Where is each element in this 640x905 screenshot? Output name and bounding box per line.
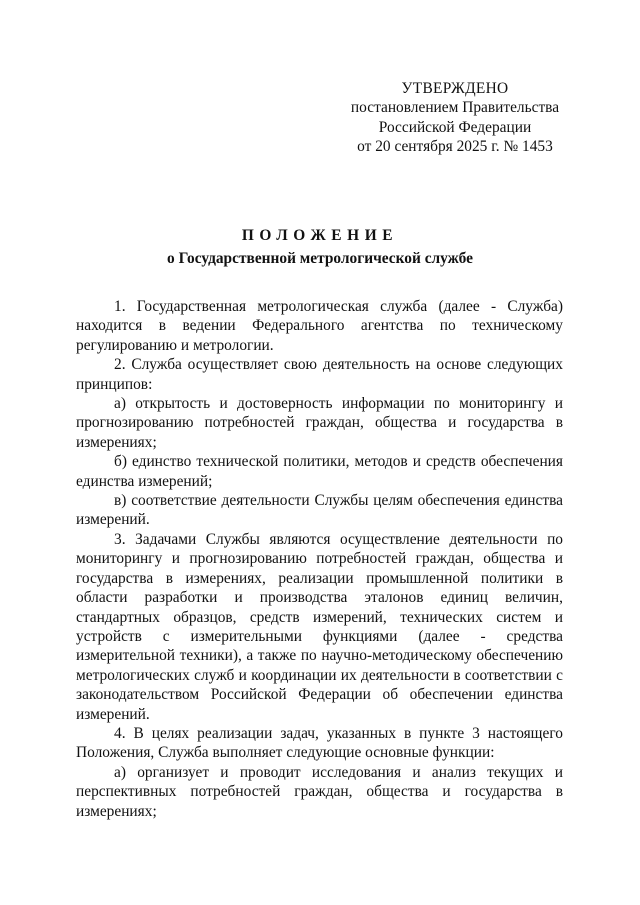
document-title: ПОЛОЖЕНИЕ xyxy=(241,227,399,244)
document-subtitle: о Государственной метрологической службе xyxy=(167,250,473,267)
paragraph: 4. В целях реализации задач, указанных в пункте 3 настоящего Положения, Служба выполняет следующие основные функции: xyxy=(76,724,563,762)
approval-line: Российской Федерации xyxy=(378,118,532,136)
paragraph: 2. Служба осуществляет свою деятельность на основе следующих принципов: xyxy=(76,356,563,393)
paragraph: а) организует и проводит исследования и анализ текущих и перспективных потребностей граждан, общества и государства в измерениях; xyxy=(76,763,563,820)
paragraph: а) открытость и достоверность информации по мониторингу и прогнозированию потребностей граждан, общества и государства в измерениях; xyxy=(76,395,563,451)
paragraph: б) единство технической политики, методов и средств обеспечения единства измерений; xyxy=(76,453,563,490)
paragraph: 1. Государственная метрологическая служба (далее - Служба) находится в ведении Федерального агентства по техническому регулированию и метрологии. xyxy=(76,298,563,354)
approval-line: постановлением Правительства xyxy=(350,99,560,117)
paragraph: 3. Задачами Службы являются осуществление деятельности по мониторингу и прогнозированию потребностей граждан, общества и государства в измерениях, реализации промышленной политики в области разработки и производства эталонов единиц величин, стандартных образцов, средств измерений, технических систем и устройств с измерительными функциями (далее - средства измерительной техники), а также по научно-методическому обеспечению метрологических служб и координации их деятельности в соответствии с законодательством Российской Федерации об обеспечении единства измерений. xyxy=(76,530,563,723)
paragraph: в) соответствие деятельности Службы целям обеспечения единства измерений. xyxy=(76,492,563,529)
approval-stamp xyxy=(350,79,560,157)
approval-line: от 20 сентября 2025 г. № 1453 xyxy=(357,138,553,156)
document-body xyxy=(76,297,563,821)
approval-heading: УТВЕРЖДЕНО xyxy=(401,80,509,97)
